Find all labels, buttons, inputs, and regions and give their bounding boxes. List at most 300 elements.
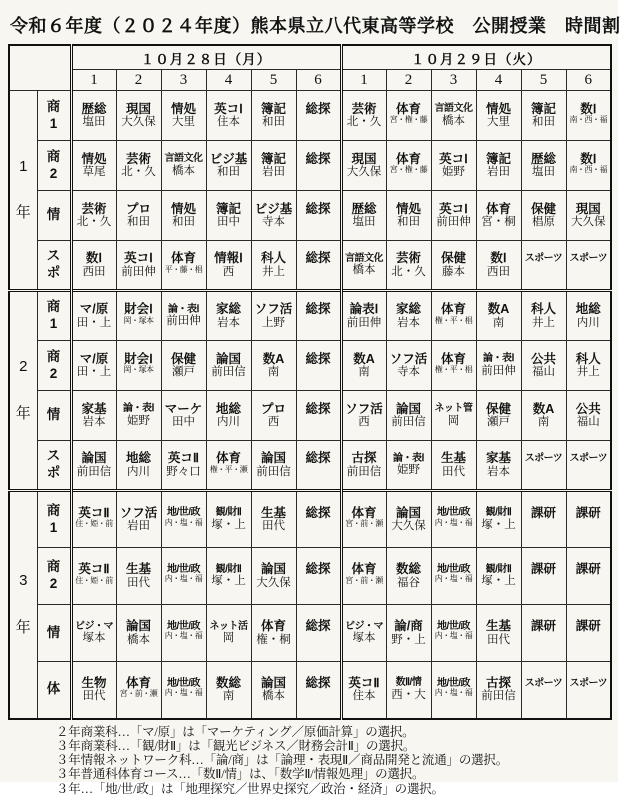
cell-subject: 論国	[81, 451, 107, 466]
class-label-char: 情	[46, 207, 61, 223]
cell-teacher	[567, 464, 611, 476]
day-header: １０月２９日（火）	[341, 45, 611, 70]
timetable-cell	[251, 548, 296, 605]
cell-subject: 課研	[530, 562, 556, 577]
cell-content	[477, 103, 521, 128]
cell-teacher: 野・上	[391, 633, 426, 646]
timetable-cell	[71, 241, 116, 291]
cell-teacher: 南	[358, 366, 370, 379]
timetable-cell	[296, 605, 341, 662]
cell-teacher: 大里	[172, 116, 195, 129]
class-label-char: 1	[49, 519, 58, 535]
cell-teacher: 姫野	[127, 414, 150, 427]
timetable-cell	[431, 341, 476, 391]
cell-subject: 保健	[440, 251, 466, 266]
cell-content	[297, 103, 340, 128]
cell-subject: 数総	[215, 676, 241, 691]
cell-teacher: 権・平・椙	[434, 315, 473, 325]
cell-teacher: 岩本	[217, 316, 240, 329]
cell-subject: 科人	[530, 302, 556, 317]
cell-content	[522, 507, 566, 532]
cell-subject: マ/原	[79, 351, 109, 366]
cell-content	[252, 507, 296, 532]
cell-teacher: 前田信	[76, 465, 112, 478]
timetable-cell	[206, 548, 251, 605]
cell-content	[117, 404, 161, 427]
cell-content	[73, 622, 116, 645]
cell-teacher: 井上	[576, 366, 600, 379]
cell-content	[432, 565, 476, 588]
timetable-cell	[386, 548, 431, 605]
timetable-cell	[251, 391, 296, 441]
cell-content	[252, 252, 296, 277]
cell-subject: スポーツ	[569, 677, 608, 689]
cell-teacher: 住・姫・前	[75, 519, 113, 529]
timetable-cell	[521, 91, 566, 141]
table-row	[9, 191, 611, 241]
cell-subject: 観/財Ⅱ	[215, 563, 242, 575]
cell-subject: 公共	[530, 351, 556, 366]
timetable-cell	[521, 491, 566, 548]
timetable-cell	[296, 191, 341, 241]
cell-teacher	[522, 464, 566, 476]
cell-subject: 論・表Ⅰ	[168, 303, 199, 315]
cell-teacher	[297, 216, 340, 228]
cell-teacher	[297, 690, 340, 702]
timetable-cell	[206, 141, 251, 191]
cell-subject: 言語文化	[345, 252, 383, 264]
timetable-cell	[116, 91, 161, 141]
timetable-cell	[476, 605, 521, 662]
cell-teacher: 橋本	[352, 264, 376, 277]
timetable-cell	[71, 91, 116, 141]
cell-subject: 古探	[485, 676, 511, 691]
cell-subject: 英コⅡ	[78, 562, 110, 577]
cell-teacher: 南・西・福	[569, 115, 608, 125]
table-row	[9, 491, 611, 548]
cell-subject: 英コⅠ	[439, 201, 468, 216]
cell-subject: 観/財Ⅱ	[485, 563, 512, 575]
timetable-cell	[116, 141, 161, 191]
cell-content	[117, 620, 161, 645]
cell-teacher: 前田信	[346, 465, 382, 478]
cell-content	[162, 403, 206, 428]
cell-content	[522, 353, 566, 378]
table-row	[9, 605, 611, 662]
cell-subject: 保健	[485, 401, 511, 416]
cell-teacher: 福山	[532, 366, 555, 379]
table-row	[9, 91, 611, 141]
timetable-cell	[296, 441, 341, 491]
timetable-cell	[71, 605, 116, 662]
cell-subject: 簿記	[215, 201, 241, 216]
timetable-cell	[521, 291, 566, 341]
cell-subject: 論表Ⅰ	[349, 302, 379, 317]
cell-teacher: 田中	[217, 216, 240, 229]
timetable-cell	[116, 548, 161, 605]
cell-subject: 数Ⅱ/情	[395, 677, 422, 689]
cell-content	[73, 563, 116, 588]
timetable-cell	[116, 291, 161, 341]
timetable-cell	[386, 291, 431, 341]
cell-subject: 観/財Ⅱ	[485, 507, 512, 519]
cell-teacher	[567, 577, 611, 589]
cell-content	[477, 452, 521, 477]
cell-teacher: 内・塩・福	[164, 517, 203, 527]
cell-content	[207, 103, 251, 128]
cell-teacher: 住本	[217, 116, 240, 129]
cell-teacher: 瀬戸	[172, 366, 195, 379]
timetable-cell	[476, 662, 521, 719]
cell-subject: 家総	[215, 302, 241, 317]
timetable-cell	[71, 662, 116, 719]
timetable-cell	[71, 191, 116, 241]
timetable-cell	[431, 141, 476, 191]
cell-content	[522, 254, 566, 277]
cell-subject: 科人	[260, 251, 286, 266]
cell-subject: 財会Ⅰ	[124, 302, 153, 317]
cell-subject: マ/原	[79, 302, 109, 317]
timetable-cell	[116, 191, 161, 241]
period-header: 5	[251, 70, 296, 91]
timetable-cell	[71, 291, 116, 341]
cell-content	[252, 103, 296, 128]
cell-subject: 保健	[170, 351, 196, 366]
cell-subject: スポーツ	[569, 252, 608, 264]
cell-content	[117, 563, 161, 588]
period-header: 3	[161, 70, 206, 91]
cell-subject: 数総	[395, 562, 421, 577]
cell-content	[297, 563, 340, 588]
cell-content	[162, 622, 206, 645]
timetable-cell	[71, 491, 116, 548]
cell-content	[477, 620, 521, 645]
cell-content	[343, 254, 386, 277]
timetable-cell	[341, 141, 386, 191]
cell-teacher: 前田信	[256, 465, 291, 478]
cell-content	[297, 677, 340, 702]
class-label-char: ポ	[46, 265, 61, 280]
grade-label-text	[10, 157, 37, 224]
timetable-cell	[161, 241, 206, 291]
cell-teacher: 田代	[487, 633, 510, 646]
timetable-cell	[431, 491, 476, 548]
cell-subject: 歴総	[530, 151, 556, 166]
period-header: 5	[521, 70, 566, 91]
footnote: ３年…「地/世/政」は「地理探究／世界史探究／政治・経済」の選択。	[56, 781, 444, 796]
timetable-cell	[341, 291, 386, 341]
cell-content	[207, 203, 251, 228]
cell-content	[73, 507, 116, 532]
timetable-cell	[566, 291, 611, 341]
cell-teacher: 岩本	[487, 465, 510, 478]
cell-subject: 地/世/政	[436, 620, 471, 632]
cell-content	[297, 620, 340, 645]
class-label-char: 商	[46, 559, 61, 575]
period-header: 6	[296, 70, 341, 91]
timetable-cell	[116, 605, 161, 662]
timetable-cell	[566, 491, 611, 548]
cell-content	[522, 620, 566, 645]
timetable-cell	[566, 241, 611, 291]
timetable-cell	[521, 605, 566, 662]
cell-teacher: 和田	[397, 216, 420, 229]
timetable-cell	[341, 191, 386, 241]
cell-subject: 論/商	[394, 619, 423, 634]
timetable-cell	[71, 548, 116, 605]
cell-subject: 論・表Ⅰ	[123, 403, 154, 415]
timetable	[8, 44, 612, 720]
timetable-cell	[251, 341, 296, 391]
cell-content	[567, 153, 611, 178]
period-header: 4	[206, 70, 251, 91]
cell-subject: 地総	[215, 401, 241, 416]
footnote: ３年情報ネットワーク科…「論/商」は「論理・表現Ⅱ／商品開発と流通」の選択。	[56, 753, 509, 767]
cell-content	[343, 452, 386, 477]
cell-content	[477, 203, 521, 228]
timetable-cell	[521, 141, 566, 191]
cell-teacher: 福山	[576, 416, 600, 429]
cell-content	[297, 507, 340, 532]
cell-teacher: 北・久	[346, 116, 382, 129]
cell-subject: ネット管	[434, 403, 473, 415]
cell-content	[522, 203, 566, 228]
cell-subject: 生基	[260, 505, 286, 520]
cell-teacher: 権・平・椙	[434, 365, 473, 375]
timetable-cell	[566, 341, 611, 391]
grade-label-char: 年	[15, 618, 31, 636]
cell-teacher	[567, 634, 611, 646]
cell-subject: ビジ・マ	[345, 620, 383, 632]
class-label-char: 2	[49, 165, 58, 181]
cell-teacher: 塚本	[82, 632, 106, 645]
class-label	[37, 605, 71, 662]
class-label	[37, 341, 71, 391]
cell-subject: 英コⅠ	[439, 151, 468, 166]
cell-subject: 数Ⅰ	[580, 101, 597, 116]
timetable-cell	[566, 141, 611, 191]
cell-content	[432, 622, 476, 645]
cell-teacher: 和田	[532, 116, 555, 129]
cell-subject: 体育	[351, 562, 377, 577]
cell-teacher: 北・久	[391, 265, 426, 278]
cell-content	[432, 153, 476, 178]
cell-content	[522, 103, 566, 128]
cell-content	[522, 563, 566, 588]
cell-subject: スポーツ	[524, 452, 563, 464]
timetable-cell	[386, 341, 431, 391]
grade-label-char: 3	[19, 572, 28, 590]
cell-subject: 論国	[260, 451, 286, 466]
timetable-cell	[521, 191, 566, 241]
grade-label-char: 年	[15, 204, 31, 221]
class-label	[37, 291, 71, 341]
cell-content	[117, 353, 161, 378]
timetable-cell	[161, 662, 206, 719]
timetable-cell	[386, 141, 431, 191]
timetable-cell	[386, 441, 431, 491]
cell-subject: 論・表Ⅰ	[483, 353, 514, 365]
cell-subject: 言語文化	[434, 103, 473, 115]
timetable-cell	[521, 548, 566, 605]
cell-content	[567, 203, 611, 228]
cell-subject: 英コⅠ	[214, 101, 243, 116]
cell-subject: 体育	[170, 251, 196, 266]
cell-content	[387, 303, 431, 328]
cell-content	[477, 252, 521, 277]
cell-content	[162, 508, 206, 531]
cell-content	[73, 353, 116, 378]
cell-teacher: 岩田	[487, 166, 510, 179]
cell-subject: 論・表Ⅰ	[393, 452, 424, 464]
cell-content	[162, 452, 206, 477]
cell-teacher: 宮・前・瀬	[119, 689, 158, 699]
cell-teacher	[297, 266, 340, 278]
timetable-cell	[476, 548, 521, 605]
cell-subject: 総探	[305, 151, 331, 166]
cell-teacher: 大久保	[346, 166, 382, 179]
page-title: 令和６年度（２０２４年度）熊本県立八代東高等学校 公開授業 時間割	[10, 16, 621, 36]
cell-teacher	[522, 520, 566, 532]
timetable-cell	[161, 441, 206, 491]
cell-teacher: 内川	[127, 465, 150, 478]
cell-teacher	[522, 689, 566, 701]
class-label-char: ス	[46, 448, 61, 464]
cell-teacher: 内・塩・福	[434, 631, 473, 641]
class-label	[37, 191, 71, 241]
cell-teacher: 田代	[82, 690, 106, 703]
cell-subject: 総探	[305, 562, 331, 577]
cell-content	[207, 508, 251, 531]
cell-teacher: 瀬戸	[487, 416, 510, 429]
period-header: 4	[476, 70, 521, 91]
timetable-cell	[251, 241, 296, 291]
cell-subject: ソフ活	[254, 302, 293, 317]
cell-subject: 総探	[305, 101, 331, 116]
cell-subject: ビジ・マ	[75, 620, 113, 632]
cell-teacher: 権・桐	[256, 633, 291, 646]
cell-teacher: 和田	[262, 116, 285, 129]
cell-content	[162, 679, 206, 702]
timetable-cell	[206, 605, 251, 662]
timetable-cell	[566, 191, 611, 241]
timetable-cell	[206, 341, 251, 391]
cell-teacher: 前田伸	[166, 315, 201, 328]
cell-content	[567, 679, 611, 702]
cell-teacher: 田代	[262, 520, 285, 533]
timetable-cell	[521, 341, 566, 391]
cell-teacher: 塚・上	[211, 518, 246, 531]
class-label-char: ス	[46, 248, 61, 264]
timetable-cell	[566, 441, 611, 491]
table-row	[9, 241, 611, 291]
cell-subject: 論国	[215, 351, 241, 366]
period-header: 6	[566, 70, 611, 91]
timetable-cell	[386, 605, 431, 662]
cell-teacher: 田代	[127, 576, 150, 589]
cell-subject: 簿記	[530, 101, 556, 116]
class-label-char: 2	[49, 576, 58, 591]
cell-subject: 論国	[260, 562, 286, 577]
timetable-cell	[386, 241, 431, 291]
timetable-cell	[341, 491, 386, 548]
cell-teacher: 平・藤・椙	[164, 264, 203, 274]
period-header: 2	[386, 70, 431, 91]
cell-teacher: 野々口	[166, 465, 201, 478]
cell-content	[387, 620, 431, 645]
cell-teacher	[297, 366, 340, 378]
cell-teacher: 内川	[217, 416, 240, 429]
cell-subject: 芸術	[81, 201, 107, 216]
cell-subject: 情処	[170, 101, 196, 116]
cell-teacher: 岡	[447, 414, 460, 427]
cell-content	[432, 353, 476, 378]
cell-content	[117, 103, 161, 128]
cell-teacher: 橋本	[262, 690, 285, 703]
cell-content	[162, 203, 206, 228]
timetable-cell	[206, 391, 251, 441]
cell-content	[207, 403, 251, 428]
cell-teacher: 和田	[217, 166, 240, 179]
cell-content	[297, 452, 340, 477]
cell-teacher: 大里	[487, 116, 510, 129]
cell-teacher: 西田	[487, 265, 510, 278]
cell-content	[567, 620, 611, 645]
timetable-cell	[116, 391, 161, 441]
cell-teacher: 塩田	[82, 116, 106, 129]
cell-subject: ソフ活	[119, 505, 158, 520]
timetable-cell	[251, 91, 296, 141]
cell-teacher: 西田	[82, 265, 106, 278]
footnotes	[56, 725, 610, 796]
timetable-cell	[296, 291, 341, 341]
class-label	[37, 441, 71, 491]
table-row	[9, 291, 611, 341]
timetable-cell	[251, 291, 296, 341]
cell-teacher	[522, 577, 566, 589]
timetable-cell	[206, 441, 251, 491]
cell-teacher: 宮・前・瀬	[345, 575, 383, 585]
timetable-cell	[431, 291, 476, 341]
timetable-cell	[116, 441, 161, 491]
cell-content	[73, 103, 116, 128]
cell-teacher: 南	[267, 366, 280, 379]
cell-subject: 総探	[305, 251, 331, 266]
class-label	[37, 548, 71, 605]
timetable-cell	[161, 141, 206, 191]
timetable-cell	[476, 441, 521, 491]
class-label-char: 2	[49, 365, 58, 381]
cell-teacher: 西	[267, 416, 280, 429]
cell-subject: 地総	[125, 451, 151, 466]
timetable-cell	[476, 241, 521, 291]
cell-teacher: 岡・塚本	[123, 315, 154, 325]
cell-subject: 生物	[81, 676, 107, 691]
cell-teacher: 内・塩・福	[164, 688, 203, 697]
cell-content	[117, 452, 161, 477]
cell-content	[252, 403, 296, 428]
timetable-cell	[206, 191, 251, 241]
timetable-cell	[71, 391, 116, 441]
cell-teacher: 和田	[127, 216, 150, 229]
cell-teacher: 塩田	[532, 166, 555, 179]
cell-subject: 論国	[260, 676, 286, 691]
cell-subject: 論国	[395, 505, 421, 520]
cell-subject: 体育	[215, 451, 241, 466]
cell-subject: 保健	[530, 201, 556, 216]
cell-content	[117, 203, 161, 228]
timetable-cell	[476, 291, 521, 341]
